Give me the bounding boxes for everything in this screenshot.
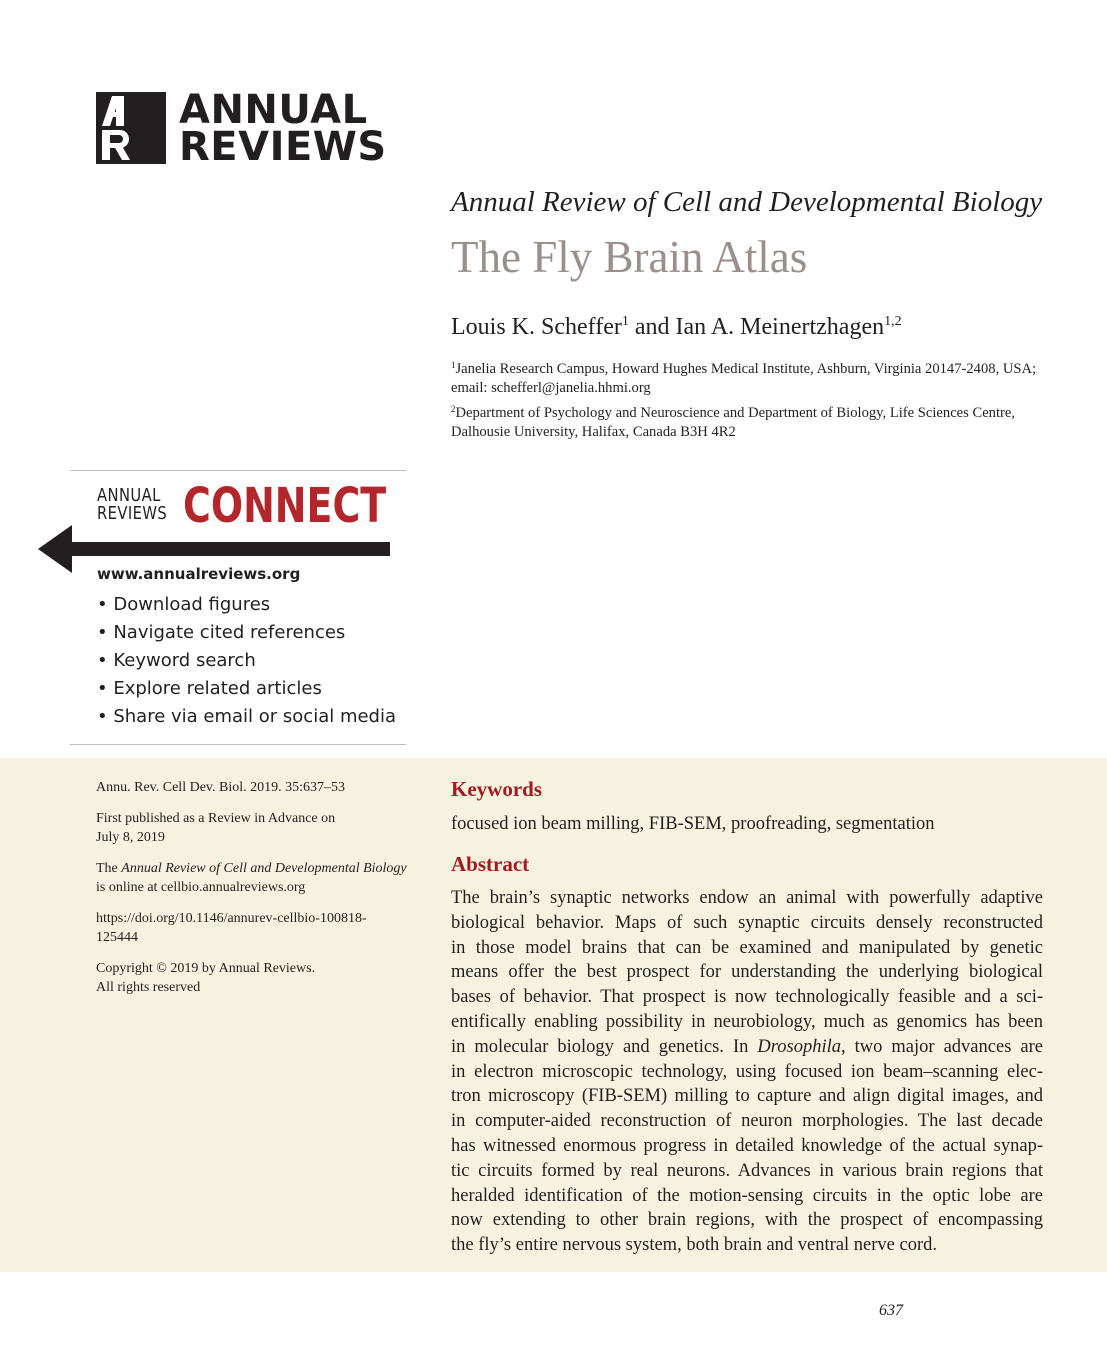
affiliation-1-text: Janelia Research Campus, Howard Hughes Medical Institute, Ashburn, Virginia 20147-2408, USA; email: schefferl@janelia.hhmi.org bbox=[451, 361, 1037, 396]
publication-date-line-1: First published as a Review in Advance on bbox=[96, 811, 336, 826]
affiliation-1 bbox=[451, 360, 1051, 398]
connect-title: CONNECT bbox=[183, 478, 387, 534]
list-item: • Explore related articles bbox=[97, 678, 322, 699]
list-item: • Navigate cited references bbox=[97, 622, 346, 643]
keywords-text: focused ion beam milling, FIB-SEM, proofreading, segmentation bbox=[451, 814, 935, 834]
abstract-line bbox=[451, 1035, 1043, 1060]
copyright bbox=[96, 960, 421, 997]
abstract-line: The brain’s synaptic networks endow an animal with powerfully adaptive bbox=[451, 888, 1043, 908]
affiliation-2 bbox=[451, 404, 1051, 442]
annual-reviews-connect-box[interactable] bbox=[70, 470, 406, 745]
abstract-line: in computer-aided reconstruction of neuron morphologies. The last decade bbox=[451, 1111, 1043, 1132]
connect-small-line-2: REVIEWS bbox=[97, 503, 168, 524]
abstract-line: the fly’s entire nervous system, both brain and ventral nerve cord. bbox=[451, 1235, 937, 1256]
abstract-line: heralded identification of the motion-sensing circuits in the optic lobe are bbox=[451, 1185, 1043, 1206]
species-name: Drosophila bbox=[757, 1036, 841, 1057]
doi-link[interactable] bbox=[96, 910, 421, 947]
authors-conjunction: and bbox=[628, 314, 676, 340]
affiliation-1-number: 1 bbox=[451, 360, 456, 370]
abstract-line-part: in molecular biology and genetics. In bbox=[451, 1036, 758, 1057]
annual-reviews-logo bbox=[96, 87, 387, 170]
citation: Annu. Rev. Cell Dev. Biol. 2019. 35:637–53 bbox=[96, 780, 346, 795]
connect-small-label bbox=[97, 487, 167, 523]
abstract-line: tron microscopy (FIB-SEM) milling to capture and align digital images, and bbox=[451, 1086, 1043, 1107]
list-item: • Share via email or social media bbox=[97, 706, 397, 727]
logo-word-annual: ANNUAL bbox=[179, 87, 368, 133]
connect-feature-list bbox=[97, 591, 396, 731]
abstract-line-part: , two major advances are bbox=[841, 1036, 1043, 1057]
author-2: Ian A. Meinertzhagen bbox=[675, 314, 885, 340]
publication-date bbox=[96, 810, 421, 847]
doi-line-1: https://doi.org/10.1146/annurev-cellbio-100818- bbox=[96, 911, 367, 926]
copyright-line-2: All rights reserved bbox=[96, 979, 201, 995]
list-item: • Keyword search bbox=[97, 650, 256, 671]
affiliation-2-number: 2 bbox=[451, 404, 456, 414]
abstract-line: means offer the best prospect for understanding the underlying biological bbox=[451, 962, 1043, 983]
keywords-heading: Keywords bbox=[451, 777, 542, 801]
author-1-affiliation: 1 bbox=[621, 314, 629, 329]
article-title: The Fly Brain Atlas bbox=[451, 232, 808, 282]
connect-small-line-1: ANNUAL bbox=[97, 485, 161, 506]
abstract-body bbox=[451, 886, 1043, 1258]
connect-url-link[interactable]: www.annualreviews.org bbox=[97, 565, 301, 583]
abstract-heading: Abstract bbox=[451, 852, 530, 876]
doi-line-2: 125444 bbox=[96, 929, 138, 945]
abstract-line: in electron microscopic technology, using focused ion beam–scanning elec- bbox=[451, 1061, 1043, 1082]
abstract-line: now extending to other brain regions, with the prospect of encompassing bbox=[451, 1210, 1043, 1231]
logo-word-reviews: REVIEWS bbox=[179, 124, 387, 170]
authors bbox=[451, 314, 902, 341]
publication-date-line-2: July 8, 2019 bbox=[96, 829, 165, 845]
author-1: Louis K. Scheffer bbox=[451, 314, 622, 340]
copyright-line-1: Copyright © 2019 by Annual Reviews. bbox=[96, 961, 316, 976]
affiliation-2-text: Department of Psychology and Neuroscience and Department of Biology, Life Sciences Centre, Dalhousie University, Halifax, Canada B3H 4R2 bbox=[451, 405, 1016, 440]
abstract-line: biological behavior. Maps of such synaptic circuits densely reconstructed bbox=[451, 912, 1043, 933]
online-url-text[interactable]: is online at cellbio.annualreviews.org bbox=[96, 879, 306, 895]
abstract-line: bases of behavior. That prospect is now technologically feasible and a sci- bbox=[451, 987, 1043, 1008]
author-2-affiliation: 1,2 bbox=[884, 314, 902, 329]
online-availability bbox=[96, 860, 421, 897]
annual-reviews-logo-mark-icon bbox=[96, 92, 166, 164]
page-number: 637 bbox=[879, 1302, 903, 1319]
online-prefix: The bbox=[96, 861, 122, 876]
journal-name: Annual Review of Cell and Developmental Biology bbox=[451, 186, 1043, 218]
online-journal-name: Annual Review of Cell and Developmental Biology bbox=[121, 861, 407, 876]
abstract-line: tic circuits formed by real neurons. Advances in various brain regions that bbox=[451, 1160, 1043, 1181]
abstract-line: has witnessed enormous progress in detailed knowledge of the actual synap- bbox=[451, 1135, 1043, 1156]
list-item: • Download figures bbox=[97, 594, 271, 615]
abstract-line: entifically enabling possibility in neurobiology, much as genomics has been bbox=[451, 1011, 1043, 1032]
abstract-line: in those model brains that can be examined and manipulated by genetic bbox=[451, 937, 1043, 958]
